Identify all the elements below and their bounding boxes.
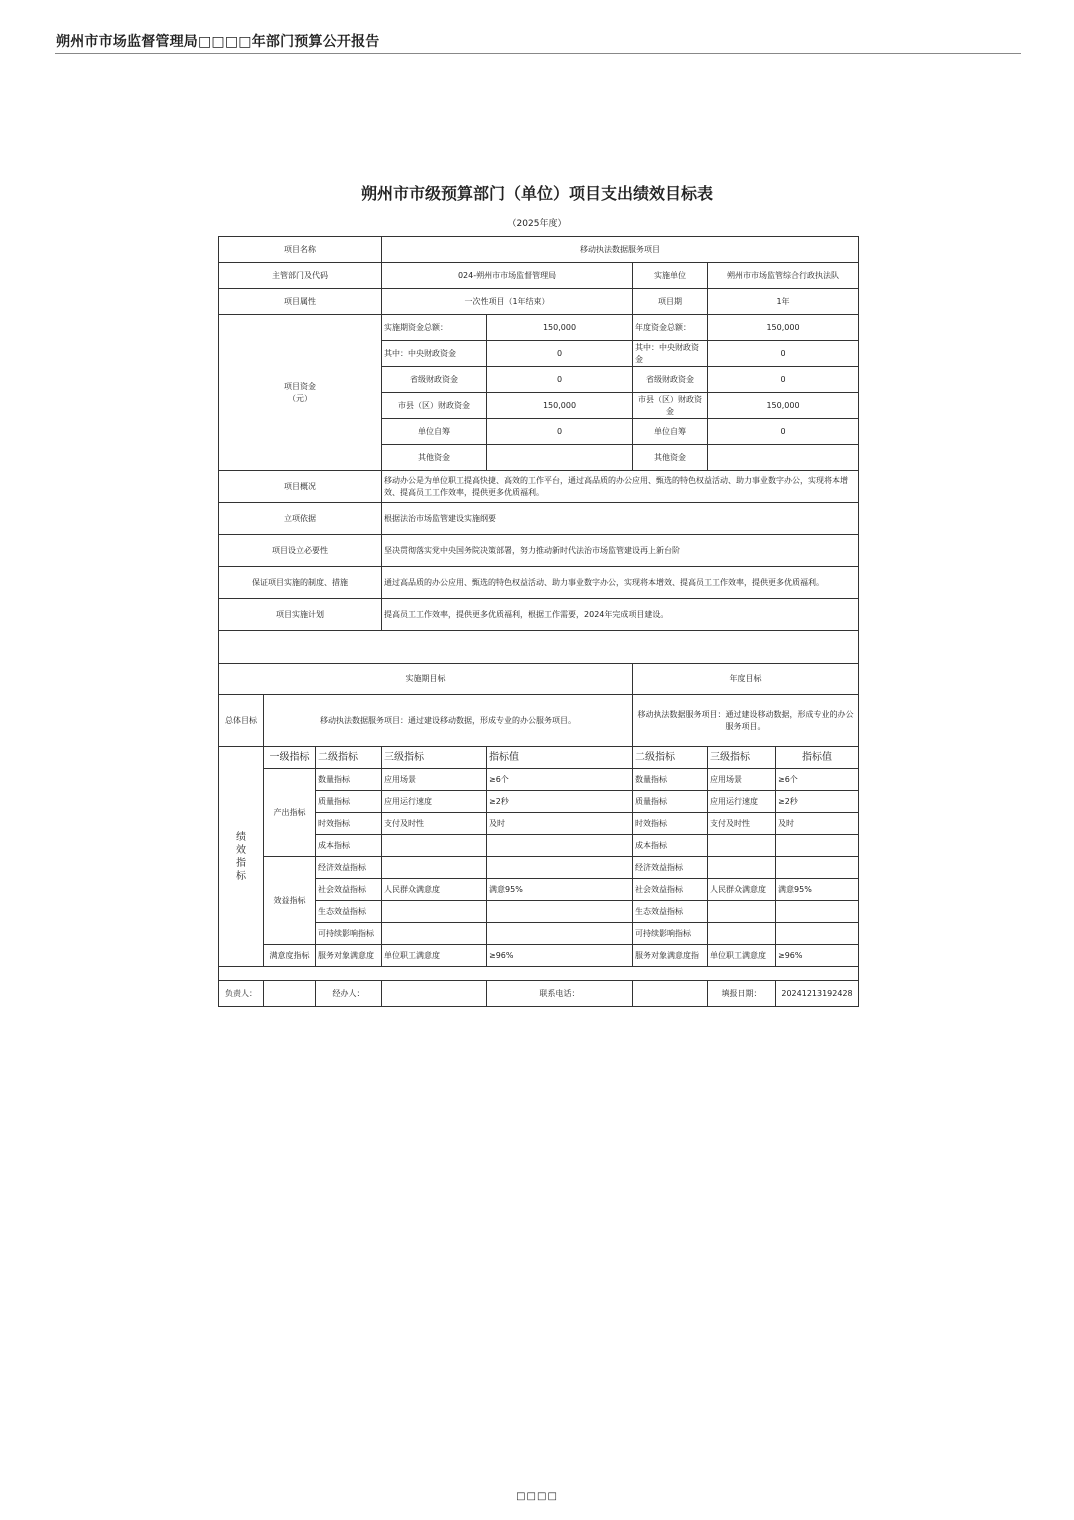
fund-item-label: 实施期资金总额： (382, 315, 487, 341)
fund-annual-value: 0 (708, 419, 859, 445)
phone-label: 联系电话： (487, 981, 633, 1007)
overview-label: 项目概况 (219, 471, 382, 503)
handler-value (382, 981, 487, 1007)
performance-indicators-label: 绩 效 指 标 (219, 747, 264, 967)
annual-indicator-l2: 可持续影响指标 (633, 923, 708, 945)
annual-level3-header: 三级指标 (708, 747, 776, 769)
indicator-l3 (382, 923, 487, 945)
project-attr-value: 一次性项目（1年结束） (382, 289, 633, 315)
funds-label-cell (219, 315, 382, 471)
project-period-value: 1年 (708, 289, 859, 315)
annual-indicator-l2: 时效指标 (633, 813, 708, 835)
indicator-l3: 支付及时性 (382, 813, 487, 835)
benefit-indicators-label: 效益指标 (264, 857, 316, 945)
fund-item-value (487, 445, 633, 471)
annual-indicator-l2: 数量指标 (633, 769, 708, 791)
indicator-l3: 应用运行速度 (382, 791, 487, 813)
annual-indicator-l2: 质量指标 (633, 791, 708, 813)
annual-indicator-value: ≥6个 (776, 769, 859, 791)
necessity-text: 坚决贯彻落实党中央国务院决策部署，努力推动新时代法治市场监管建设再上新台阶 (382, 535, 859, 567)
indicator-value (487, 835, 633, 857)
annual-goal-header: 年度目标 (633, 664, 859, 695)
fund-item-value: 0 (487, 367, 633, 393)
measures-text: 通过高品质的办公应用、甄选的特色权益活动、助力事业数字办公，实现将本增效、提高员工工作效率，提供更多优质福利。 (382, 567, 859, 599)
indicator-value: 及时 (487, 813, 633, 835)
fund-annual-value: 150,000 (708, 315, 859, 341)
responsible-label: 负责人： (219, 981, 264, 1007)
fund-annual-value: 0 (708, 341, 859, 367)
fund-annual-label: 省级财政资金 (633, 367, 708, 393)
dept-value: 024-朔州市市场监督管理局 (382, 263, 633, 289)
phone-value (633, 981, 708, 1007)
annual-indicator-value: ≥2秒 (776, 791, 859, 813)
annual-indicator-l3: 单位职工满意度 (708, 945, 776, 967)
page-number: □□□□ (516, 1491, 558, 1502)
basis-text: 根据法治市场监管建设实施纲要 (382, 503, 859, 535)
annual-indicator-l2: 服务对象满意度指 (633, 945, 708, 967)
value-header: 指标值 (487, 747, 633, 769)
indicator-l2: 成本指标 (316, 835, 382, 857)
annual-indicator-value (776, 901, 859, 923)
annual-goal-text: 移动执法数据服务项目：通过建设移动数据，形成专业的办公服务项目。 (633, 695, 859, 747)
funds-label: 项目资金 (284, 381, 316, 391)
overall-goal-label: 总体目标 (219, 695, 264, 747)
indicator-l3: 人民群众满意度 (382, 879, 487, 901)
annual-indicator-value: 及时 (776, 813, 859, 835)
project-name-label: 项目名称 (219, 237, 382, 263)
annual-indicator-l3 (708, 923, 776, 945)
indicator-l2: 生态效益指标 (316, 901, 382, 923)
annual-indicator-l3: 支付及时性 (708, 813, 776, 835)
annual-indicator-value (776, 835, 859, 857)
date-label: 填报日期： (708, 981, 776, 1007)
indicator-l3 (382, 835, 487, 857)
indicator-l3 (382, 857, 487, 879)
blank-row (219, 631, 859, 664)
annual-indicator-value: ≥96% (776, 945, 859, 967)
annual-indicator-l3: 应用场景 (708, 769, 776, 791)
fund-item-label: 市县（区）财政资金 (382, 393, 487, 419)
fund-annual-label: 其他资金 (633, 445, 708, 471)
indicator-l2: 可持续影响指标 (316, 923, 382, 945)
annual-indicator-l3 (708, 857, 776, 879)
annual-indicator-l3: 人民群众满意度 (708, 879, 776, 901)
fund-annual-label: 单位自筹 (633, 419, 708, 445)
indicator-l2: 社会效益指标 (316, 879, 382, 901)
indicator-l2: 质量指标 (316, 791, 382, 813)
fund-item-value: 0 (487, 341, 633, 367)
document-year: （2025年度） (507, 219, 567, 229)
annual-indicator-l2: 经济效益指标 (633, 857, 708, 879)
annual-indicator-l3 (708, 901, 776, 923)
indicator-value: 满意95% (487, 879, 633, 901)
indicator-l2: 服务对象满意度 (316, 945, 382, 967)
project-name: 移动执法数据服务项目 (382, 237, 859, 263)
indicator-value: ≥96% (487, 945, 633, 967)
indicator-value: ≥2秒 (487, 791, 633, 813)
annual-indicator-l3 (708, 835, 776, 857)
fund-annual-value (708, 445, 859, 471)
fund-annual-value: 150,000 (708, 393, 859, 419)
annual-value-header: 指标值 (776, 747, 859, 769)
period-goal-header: 实施期目标 (219, 664, 633, 695)
plan-label: 项目实施计划 (219, 599, 382, 631)
annual-level2-header: 二级指标 (633, 747, 708, 769)
header-divider (55, 53, 1021, 54)
indicator-l3: 单位职工满意度 (382, 945, 487, 967)
fund-annual-value: 0 (708, 367, 859, 393)
level3-header: 三级指标 (382, 747, 487, 769)
fund-item-value: 150,000 (487, 315, 633, 341)
indicator-l2: 数量指标 (316, 769, 382, 791)
annual-indicator-value (776, 923, 859, 945)
level2-header: 二级指标 (316, 747, 382, 769)
plan-text: 提高员工工作效率，提供更多优质福利，根据工作需要，2024年完成项目建设。 (382, 599, 859, 631)
indicator-l3: 应用场景 (382, 769, 487, 791)
indicator-l2: 经济效益指标 (316, 857, 382, 879)
annual-indicator-l2: 社会效益指标 (633, 879, 708, 901)
annual-indicator-value: 满意95% (776, 879, 859, 901)
document-title: 朔州市市级预算部门（单位）项目支出绩效目标表 (360, 184, 713, 203)
responsible-value (264, 981, 316, 1007)
fund-item-value: 150,000 (487, 393, 633, 419)
fund-item-label: 单位自筹 (382, 419, 487, 445)
output-indicators-label: 产出指标 (264, 769, 316, 857)
fund-annual-label: 市县（区）财政资金 (633, 393, 708, 419)
handler-label: 经办人： (316, 981, 382, 1007)
annual-indicator-value (776, 857, 859, 879)
project-period-label: 项目期 (633, 289, 708, 315)
indicator-l3 (382, 901, 487, 923)
spacer-row (219, 967, 859, 981)
indicator-l2: 时效指标 (316, 813, 382, 835)
impl-unit-value: 朔州市市场监管综合行政执法队 (708, 263, 859, 289)
fund-annual-label: 其中：中央财政资金 (633, 341, 708, 367)
indicator-value (487, 857, 633, 879)
necessity-label: 项目设立必要性 (219, 535, 382, 567)
indicator-value (487, 901, 633, 923)
performance-target-table (218, 236, 859, 1007)
fund-item-value: 0 (487, 419, 633, 445)
page-header: 朔州市市场监督管理局□□□□年部门预算公开报告 (56, 34, 380, 50)
satisfaction-indicators-label: 满意度指标 (264, 945, 316, 967)
period-goal-text: 移动执法数据服务项目：通过建设移动数据，形成专业的办公服务项目。 (264, 695, 633, 747)
fund-item-label: 其他资金 (382, 445, 487, 471)
annual-indicator-l2: 生态效益指标 (633, 901, 708, 923)
date-value: 20241213192428 (776, 981, 859, 1007)
indicator-value: ≥6个 (487, 769, 633, 791)
overview-text: 移动办公是为单位职工提高快捷、高效的工作平台，通过高品质的办公应用、甄选的特色权益活动、助力事业数字办公，实现将本增效、提高员工工作效率，提供更多优质福利。 (382, 471, 859, 503)
fund-item-label: 其中：中央财政资金 (382, 341, 487, 367)
impl-unit-label: 实施单位 (633, 263, 708, 289)
dept-label: 主管部门及代码 (219, 263, 382, 289)
project-attr-label: 项目属性 (219, 289, 382, 315)
indicator-value (487, 923, 633, 945)
funds-unit: （元） (288, 393, 312, 403)
measures-label: 保证项目实施的制度、措施 (219, 567, 382, 599)
basis-label: 立项依据 (219, 503, 382, 535)
fund-annual-label: 年度资金总额： (633, 315, 708, 341)
annual-indicator-l2: 成本指标 (633, 835, 708, 857)
level1-header: 一级指标 (264, 747, 316, 769)
annual-indicator-l3: 应用运行速度 (708, 791, 776, 813)
fund-item-label: 省级财政资金 (382, 367, 487, 393)
